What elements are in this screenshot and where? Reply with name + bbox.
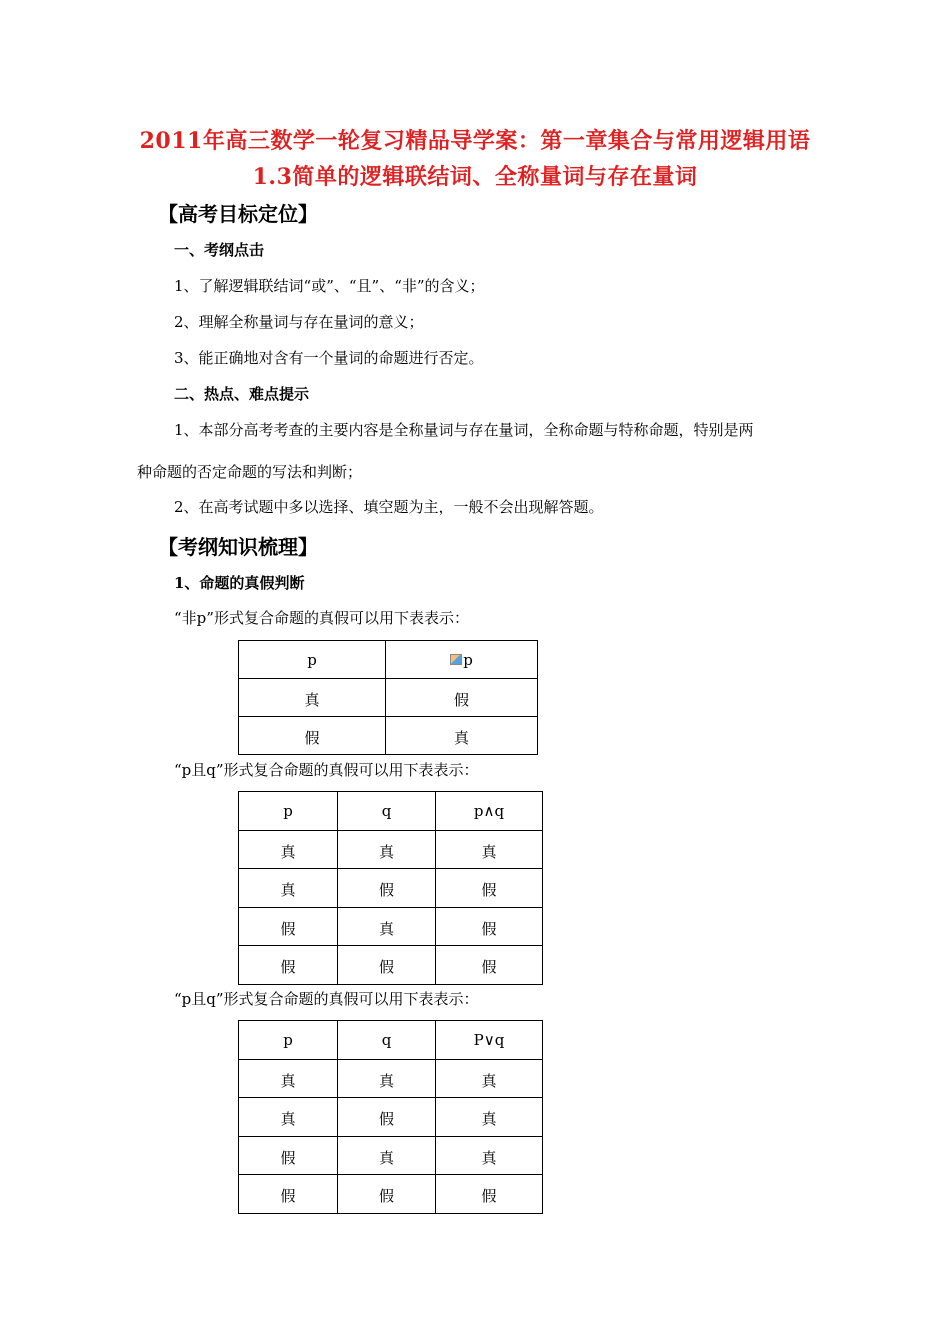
table-header-cell-label: p (463, 651, 473, 669)
subheading-syllabus: 一、考纲点击 (174, 241, 265, 259)
table-cell: 真 (338, 1059, 436, 1098)
table-header-cell: q (338, 792, 436, 831)
subheading-hotspots: 二、热点、难点提示 (174, 385, 310, 403)
broken-image-icon (450, 654, 462, 665)
table-cell: 假 (338, 1098, 436, 1137)
table-cell: 假 (338, 946, 436, 985)
hotspot-1-line-2: 种命题的否定命题的写法和判断； (137, 463, 363, 481)
table-cell: 真 (239, 830, 338, 869)
table-row (239, 1136, 543, 1175)
table-cell: 假 (338, 1175, 436, 1214)
table-cell: 真 (239, 1059, 338, 1098)
table-row (239, 1098, 543, 1137)
table-header-cell: p∧q (436, 792, 543, 831)
table-header-row (239, 1021, 543, 1060)
table-cell: 假 (239, 1175, 338, 1214)
table-cell: 假 (239, 1136, 338, 1175)
table-row (239, 717, 538, 755)
table-cell: 假 (338, 869, 436, 908)
intro-not-p: “非p”形式复合命题的真假可以用下表表示： (174, 609, 469, 627)
table-cell: 假 (239, 907, 338, 946)
document-title-line-2: 1.3简单的逻辑联结词、全称量词与存在量词 (252, 164, 698, 190)
document-title-line-1: 2011年高三数学一轮复习精品导学案：第一章集合与常用逻辑用语 (139, 128, 811, 154)
table-cell: 假 (386, 679, 538, 717)
table-header-row (239, 641, 538, 679)
syllabus-item-2: 2、理解全称量词与存在量词的意义； (174, 313, 424, 331)
truth-table-p-and-q (238, 791, 543, 985)
table-header-cell: p (239, 792, 338, 831)
intro-p-and-q: “p且q”形式复合命题的真假可以用下表表示： (174, 761, 479, 779)
table-cell: 假 (436, 946, 543, 985)
table-cell: 真 (386, 717, 538, 755)
table-row (239, 907, 543, 946)
hotspot-1-line-1: 1、本部分高考考查的主要内容是全称量词与存在量词，全称命题与特称命题，特别是两 (174, 421, 754, 439)
table-cell: 假 (239, 717, 386, 755)
table-cell: 真 (436, 830, 543, 869)
table-cell: 真 (436, 1098, 543, 1137)
table-header-cell: P∨q (436, 1021, 543, 1060)
table-cell: 真 (239, 1098, 338, 1137)
truth-table-p-or-q (238, 1020, 543, 1214)
table-row (239, 679, 538, 717)
table-header-row (239, 792, 543, 831)
table-header-cell: p (239, 641, 386, 679)
table-cell: 假 (436, 907, 543, 946)
syllabus-item-1: 1、了解逻辑联结词“或”、“且”、“非”的含义； (174, 277, 485, 295)
table-cell: 假 (436, 1175, 543, 1214)
table-cell: 假 (239, 946, 338, 985)
section-heading-knowledge: 【考纲知识梳理】 (158, 535, 318, 559)
table-row (239, 1175, 543, 1214)
table-cell: 真 (239, 869, 338, 908)
table-cell: 真 (338, 830, 436, 869)
truth-table-not-p (238, 640, 538, 755)
table-header-cell-not-p (386, 641, 538, 679)
table-header-cell: q (338, 1021, 436, 1060)
table-cell: 真 (436, 1059, 543, 1098)
hotspot-2: 2、在高考试题中多以选择、填空题为主，一般不会出现解答题。 (174, 498, 604, 516)
subheading-truth-judgement: 1、命题的真假判断 (174, 574, 305, 592)
table-row (239, 1059, 543, 1098)
table-header-cell: p (239, 1021, 338, 1060)
syllabus-item-3: 3、能正确地对含有一个量词的命题进行否定。 (174, 349, 484, 367)
intro-p-or-q: “p且q”形式复合命题的真假可以用下表表示： (174, 990, 479, 1008)
table-cell: 假 (436, 869, 543, 908)
table-row (239, 869, 543, 908)
table-cell: 真 (338, 1136, 436, 1175)
table-cell: 真 (436, 1136, 543, 1175)
section-heading-objectives: 【高考目标定位】 (158, 202, 318, 226)
table-row (239, 830, 543, 869)
table-cell: 真 (338, 907, 436, 946)
table-cell: 真 (239, 679, 386, 717)
table-row (239, 946, 543, 985)
